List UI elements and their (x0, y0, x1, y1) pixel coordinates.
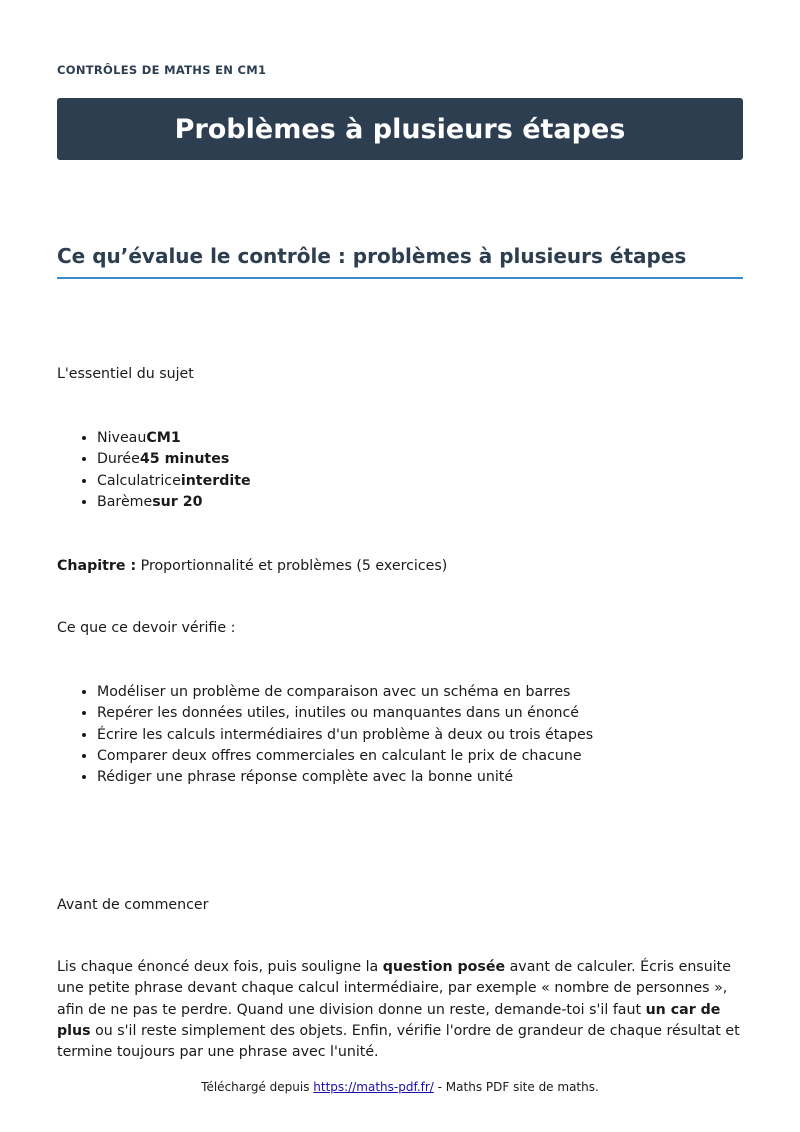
list-item: • Modéliser un problème de comparaison avec un schéma en barres (97, 682, 593, 703)
item-label: Durée (97, 451, 140, 468)
item-label: Niveau (97, 430, 147, 446)
document-eyebrow: CONTRÔLES DE MATHS EN CM1 (57, 63, 267, 77)
item-value: sur 20 (152, 493, 203, 510)
list-item: • Comparer deux offres commerciales en calculant le prix de chacune (97, 746, 593, 767)
footer (0, 1080, 800, 1094)
checks-heading: Ce que ce devoir vérifie : (57, 620, 236, 636)
before-heading: Avant de commencer (57, 897, 209, 913)
instructions-text: Lis chaque énoncé deux fois, puis souligne la (57, 959, 383, 975)
item-label: Barème (97, 493, 153, 510)
list-item: • Repérer les données utiles, inutiles ou manquantes dans un énoncé (97, 703, 593, 724)
instructions-paragraph (57, 957, 745, 1063)
list-item (97, 428, 251, 449)
chapter-label: Chapitre : (57, 558, 137, 574)
page-title: Problèmes à plusieurs étapes (174, 113, 626, 145)
instructions-emphasis: question posée (382, 959, 506, 975)
essentials-list (57, 428, 251, 513)
instructions-emphasis: un car de plus (57, 1001, 721, 1039)
list-item (97, 449, 251, 470)
instructions-text: avant de calculer. Écris ensuite une petite phrase devant chaque calcul intermédiaire, par exemple « nombre de personnes », afin de ne pas te perdre. Quand une division donne un reste, demande-toi s'il faut (57, 959, 731, 1018)
title-banner (57, 98, 743, 160)
chapter-value: Proportionnalité et problèmes (5 exercices) (140, 558, 448, 574)
section-title: Ce qu’évalue le contrôle : problèmes à plusieurs étapes (57, 244, 743, 279)
list-item (97, 471, 251, 492)
checks-list (57, 682, 593, 788)
list-item (97, 492, 251, 513)
list-item: • Rédiger une phrase réponse complète avec la bonne unité (97, 767, 593, 788)
instructions-text: ou s'il reste simplement des objets. Enfin, vérifie l'ordre de grandeur de chaque résultat et termine toujours par une phrase avec l'unité. (57, 1022, 740, 1061)
item-label: Calculatrice (97, 472, 181, 489)
source-link[interactable]: https://maths-pdf.fr/ (313, 1080, 434, 1094)
essentials-heading: L'essentiel du sujet (57, 366, 194, 382)
footer-prefix: Téléchargé depuis (201, 1080, 314, 1094)
chapter-line (57, 556, 747, 577)
footer-suffix: - Maths PDF site de maths. (433, 1080, 599, 1094)
item-value: CM1 (146, 430, 181, 446)
item-value: interdite (180, 472, 251, 489)
item-value: 45 minutes (139, 451, 230, 468)
list-item: • Écrire les calculs intermédiaires d'un problème à deux ou trois étapes (97, 725, 593, 746)
